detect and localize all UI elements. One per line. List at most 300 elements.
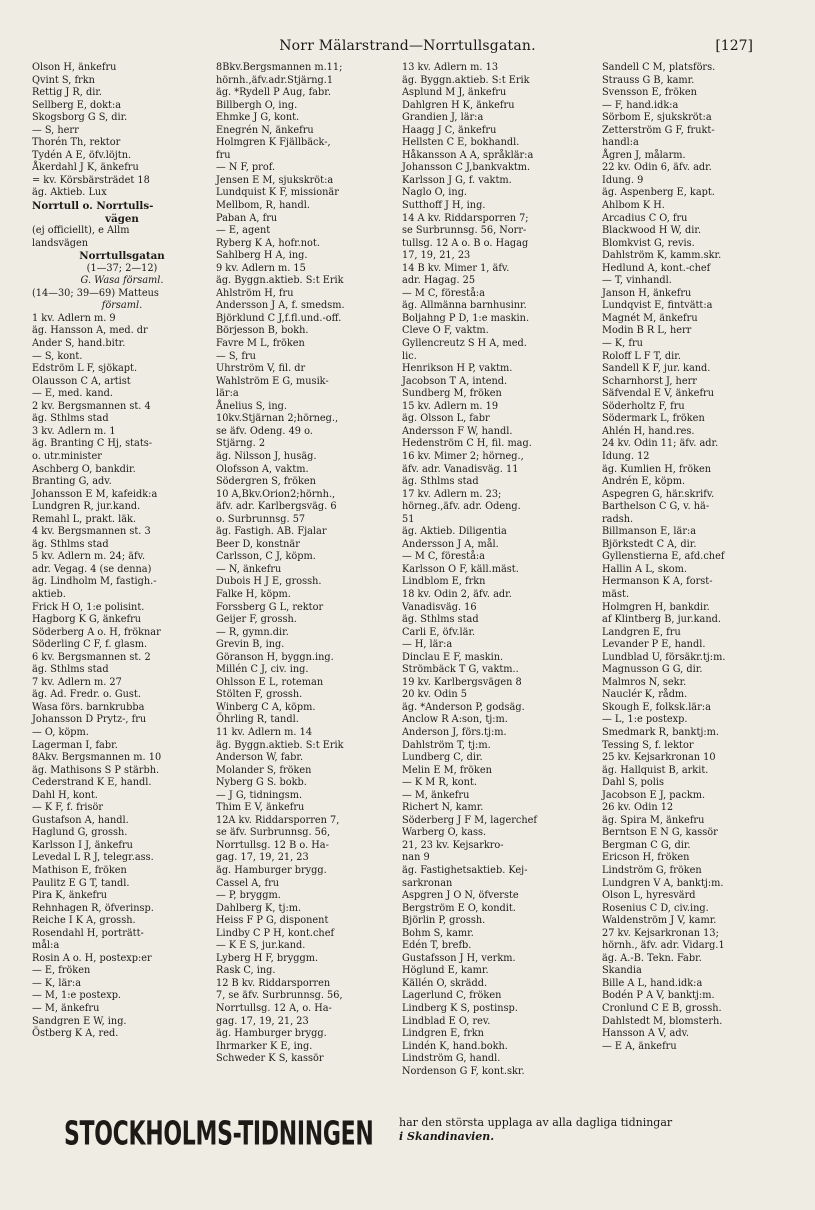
directory-entry: af Klintberg B, jur.kand.	[602, 614, 721, 626]
directory-entry: Holmgren H, bankdir.	[602, 601, 710, 613]
directory-entry: Thim E V, änkefru	[216, 802, 305, 814]
directory-entry: Cassel A, fru	[216, 877, 280, 889]
directory-entry: Dahlberg K, tj:m.	[216, 902, 302, 914]
directory-entry: sarkronan	[402, 877, 453, 889]
directory-entry: Söderling C F, f. glasm.	[32, 639, 148, 651]
directory-entry: Gyllencreutz S H A, med.	[402, 338, 527, 350]
directory-entry: äg. *Rydell P Aug, fabr.	[216, 87, 331, 99]
directory-entry: se äfv. Odeng. 49 o.	[216, 425, 313, 437]
directory-entry: — L, 1:e postexp.	[602, 714, 688, 726]
directory-entry: — O, köpm.	[32, 726, 89, 738]
directory-entry: Björklund C J,f.fl.und.-off.	[216, 312, 342, 324]
directory-entry: Billbergh O, ing.	[216, 99, 298, 111]
directory-entry: — E, med. kand.	[32, 388, 113, 400]
directory-entry: Modin B R L, herr	[602, 325, 692, 337]
directory-entry: Blackwood H W, dir.	[602, 225, 702, 237]
directory-entry: 7, se äfv. Surbrunnsg. 56,	[216, 990, 343, 1002]
directory-entry: Börjesson B, bokh.	[216, 325, 309, 337]
directory-entry: — M, 1:e postexp.	[32, 990, 122, 1002]
directory-entry: äg. Sthlms stad	[402, 476, 479, 488]
directory-entry: Forssberg G L, rektor	[216, 601, 324, 613]
directory-entry: Lindström G, fröken	[602, 865, 702, 876]
directory-entry: 11 kv. Adlern m. 14	[216, 726, 313, 738]
directory-entry: = kv. Körsbärsträdet 18	[32, 174, 150, 186]
directory-entry: — E, agent	[216, 225, 271, 237]
directory-entry: Wasa förs. barnkrubba	[32, 701, 145, 713]
directory-entry: Thorén Th, rektor	[32, 137, 121, 149]
directory-entry: Grevin B, ing.	[216, 639, 285, 651]
directory-entry: 10 A,Bkv.Orion2;hörnh.,	[216, 488, 336, 500]
directory-entry: Tydén A E, öfv.löjtn.	[32, 149, 132, 161]
directory-entry: Norrtull o. Norrtulls-	[32, 200, 154, 213]
directory-entry: 13 kv. Adlern m. 13	[402, 62, 499, 73]
directory-entry: Mathison E, fröken	[32, 865, 127, 876]
directory-entry: Björkstedt C A, dir.	[602, 538, 697, 550]
directory-entry: Wahlström E G, musik-	[216, 375, 329, 387]
directory-entry: Richert N, kamr.	[402, 802, 484, 814]
directory-entry: Säfvendal E V, änkefru	[602, 388, 715, 400]
directory-entry: 14 B kv. Mimer 1, äfv.	[402, 262, 510, 274]
directory-entry: Sandgren E W, ing.	[32, 1015, 127, 1027]
directory-entry: äg. Hamburger brygg.	[216, 865, 327, 876]
directory-entry: 14 A kv. Riddarsporren 7;	[402, 212, 529, 224]
directory-entry: 20 kv. Odin 5	[402, 689, 467, 701]
directory-entry: Åkerdahl J K, änkefru	[32, 162, 139, 174]
directory-entry: Lyberg H F, bryggm.	[216, 952, 319, 964]
directory-entry: Anderson W, fabr.	[216, 752, 304, 764]
directory-entry: Barthelson C G, v. hä-	[602, 501, 710, 513]
directory-entry: äg. Sthlms stad	[32, 413, 109, 425]
directory-entry: Karlsson O F, käll.mäst.	[402, 563, 519, 575]
directory-entry: Lundgren V A, banktj:m.	[602, 877, 724, 889]
column-2	[216, 62, 402, 1068]
page-number: [127]	[715, 38, 753, 54]
directory-entry: — R, gymn.dir.	[216, 626, 289, 638]
directory-entry: 10kv.Stjärnan 2;hörneg.,	[216, 413, 339, 425]
directory-entry: — M C, förestå:a	[402, 551, 485, 563]
directory-entry: äg. Nilsson J, husäg.	[216, 450, 317, 462]
directory-entry: Roloff L F T, dir.	[602, 350, 681, 362]
directory-entry: 19 kv. Karlbergsvägen 8	[402, 676, 522, 688]
directory-entry: Bodén P A V, banktj:m.	[602, 990, 715, 1002]
directory-entry: äg. Byggn.aktieb. S:t Erik	[216, 275, 344, 287]
directory-entry: Janson H, änkefru	[602, 287, 692, 299]
directory-entry: Hansson A V, adv.	[602, 1028, 690, 1040]
directory-entry: Carli E, öfv.lär.	[402, 626, 476, 638]
directory-entry: Ander S, hand.bitr.	[32, 338, 126, 350]
directory-entry: Haglund G, grossh.	[32, 827, 128, 839]
directory-entry: Levander P E, handl.	[602, 639, 706, 651]
directory-entry: 27 kv. Kejsarkronan 13;	[602, 927, 719, 939]
directory-entry: Remahl L, prakt. läk.	[32, 513, 137, 525]
ad-tagline-line2: i Skandinavien.	[399, 1130, 495, 1143]
directory-entry: Magnét M, änkefru	[602, 312, 698, 324]
directory-entry: Blomkvist G, revis.	[602, 237, 695, 249]
directory-entry: Warberg O, kass.	[402, 827, 487, 839]
directory-entry: Nyberg G S. bokb.	[216, 777, 307, 789]
directory-entry: 4 kv. Bergsmannen st. 3	[32, 526, 151, 538]
directory-entry: Haagg J C, änkefru	[402, 124, 497, 136]
directory-entry: Göranson H, byggn.ing.	[216, 651, 334, 663]
directory-entry: Lindblom E, frkn	[402, 576, 486, 588]
directory-entry: äg. Hallquist B, arkit.	[602, 764, 709, 776]
directory-entry: Sahlberg H A, ing.	[216, 250, 308, 262]
directory-entry: vägen	[105, 212, 139, 225]
directory-entry: lär:a	[216, 388, 239, 400]
directory-entry: Smedmark R, banktj:m.	[602, 726, 720, 738]
directory-entry: Molander S, fröken	[216, 764, 312, 776]
directory-entry: Lindgren E, frkn	[402, 1028, 484, 1040]
directory-entry: äg. Sthlms stad	[402, 614, 479, 626]
directory-entry: äg. Aktieb. Diligentia	[402, 526, 507, 538]
directory-entry: Beer D, konstnär	[216, 538, 300, 550]
directory-entry: äfv. adr. Vanadisväg. 11	[402, 463, 519, 475]
directory-entry: — K F, f. frisör	[32, 802, 104, 814]
directory-entry: Cederstrand K E, handl.	[32, 777, 152, 789]
directory-entry: Södermark L, fröken	[602, 413, 705, 425]
directory-entry: (ej officiellt), e Allm	[32, 225, 130, 237]
directory-entry: — H, lär:a	[402, 639, 453, 651]
directory-entry: äg. Olsson L, fabr	[402, 413, 490, 425]
directory-entry: Ånelius S, ing.	[216, 400, 287, 412]
directory-entry: Lundberg C, dir.	[402, 752, 483, 764]
directory-entry: Bohm S, kamr.	[402, 927, 474, 939]
directory-entry: Grandien J, lär:a	[402, 112, 484, 124]
directory-entry: Skandia	[602, 965, 642, 977]
directory-entry: Qvint S, frkn	[32, 74, 95, 86]
directory-entry: Edén T, brefb.	[402, 940, 472, 952]
directory-entry: Paulitz E G T, tandl.	[32, 877, 130, 889]
directory-entry: Hallin A L, skom.	[602, 563, 687, 575]
directory-entry: Mellbom, R, handl.	[216, 200, 310, 212]
directory-entry: hörnh.,äfv.adr.Stjärng.1	[216, 74, 334, 86]
directory-entry: Lindberg K S, postinsp.	[402, 1003, 518, 1015]
directory-entry: Cronlund C E B, grossh.	[602, 1003, 722, 1015]
directory-entry: — K M R, kont.	[402, 777, 477, 789]
directory-entry: Olofsson A, vaktm.	[216, 463, 309, 475]
directory-entry: Söderholtz F, fru	[602, 400, 685, 412]
directory-entry: 16 kv. Mimer 2; hörneg.,	[402, 450, 524, 462]
directory-entry: — M C, förestå:a	[402, 287, 485, 299]
directory-entry: 18 kv. Odin 2, äfv. adr.	[402, 588, 512, 600]
directory-entry: äg. Spira M, änkefru	[602, 814, 705, 826]
directory-entry: Cleve O F, vaktm.	[402, 325, 489, 337]
directory-entry: Anclow R A:son, tj:m.	[402, 714, 508, 726]
directory-entry: Lagerman I, fabr.	[32, 739, 118, 751]
directory-entry: (1—37; 2—12)	[86, 262, 158, 274]
directory-entry: — K E S, jur.kand.	[216, 940, 306, 952]
directory-entry: adr. Hagag. 25	[402, 275, 476, 287]
directory-entry: Jensen E M, sjukskröt:a	[216, 174, 334, 186]
directory-entry: Rosendahl H, porträtt-	[32, 927, 144, 939]
directory-entry: äg. Ad. Fredr. o. Gust.	[32, 689, 141, 701]
directory-entry: Hedenström C H, fil. mag.	[402, 438, 532, 450]
directory-entry: Malmros N, sekr.	[602, 676, 687, 688]
directory-entry: äg. Hansson A, med. dr	[32, 325, 148, 337]
directory-entry: Stjärng. 2	[216, 438, 266, 450]
directory-entry: äg. Fastighetsaktieb. Kej-	[402, 865, 528, 876]
directory-entry: Dubois H J E, grossh.	[216, 576, 322, 588]
directory-entry: 12 B kv. Riddarsporren	[216, 977, 331, 989]
directory-entry: Dinclau E F, maskin.	[402, 651, 504, 663]
directory-entry: Dahlstedt M, blomsterh.	[602, 1015, 723, 1027]
directory-entry: Magnusson G G, dir.	[602, 664, 703, 676]
directory-entry: Höglund E, kamr.	[402, 965, 489, 977]
directory-entry: Ahlström H, fru	[216, 287, 294, 299]
directory-entry: 8Bkv.Bergsmannen m.11;	[216, 62, 343, 73]
directory-entry: äg. Fastigh. AB. Fjalar	[216, 526, 327, 538]
directory-entry: Frick H O, 1:e polisint.	[32, 601, 145, 613]
directory-entry: 9 kv. Adlern m. 15	[216, 262, 306, 274]
directory-entry: Ahlén H, hand.res.	[602, 425, 695, 437]
directory-entry: Sellberg E, dokt:a	[32, 99, 122, 111]
directory-entry: äg. Mathisons S P stärbh.	[32, 764, 160, 776]
directory-entry: Karlsson J G, f. vaktm.	[402, 174, 512, 186]
directory-entry: Holmgren K Fjällbäck-,	[216, 137, 331, 149]
directory-entry: Idung. 12	[602, 450, 650, 462]
directory-entry: — K, lär:a	[32, 977, 82, 989]
directory-entry: Jacobson T A, intend.	[402, 375, 508, 387]
directory-entry: Östberg K A, red.	[32, 1028, 119, 1040]
directory-entry: 3 kv. Adlern m. 1	[32, 425, 116, 437]
directory-entry: — E A, änkefru	[602, 1040, 677, 1052]
directory-entry: Andrén E, köpm.	[602, 476, 686, 488]
directory-entry: (14—30; 39—69) Matteus	[32, 287, 159, 299]
directory-entry: äg. Sthlms stad	[32, 664, 109, 676]
directory-entry: Söderberg A o. H, fröknar	[32, 626, 161, 638]
directory-entry: Paban A, fru	[216, 212, 278, 224]
directory-entry: Dahlström K, kamm.skr.	[602, 250, 722, 262]
directory-entry: Enegrén N, änkefru	[216, 124, 314, 136]
directory-entry: 5 kv. Adlern m. 24; äfv.	[32, 551, 146, 563]
directory-entry: Zetterström G F, frukt-	[602, 124, 715, 136]
directory-entry: G. Wasa församl.	[80, 275, 164, 287]
directory-entry: Lindby C P H, kont.chef	[216, 927, 335, 939]
directory-entry: — N, änkefru	[216, 563, 282, 575]
directory-entry: — J G, tidningsm.	[216, 789, 303, 801]
directory-entry: Dahl S, polis	[602, 777, 665, 789]
directory-entry: — P, bryggm.	[216, 890, 281, 902]
directory-entry: Favre M L, fröken	[216, 338, 305, 350]
directory-entry: Nauclér K, rådm.	[602, 689, 688, 701]
directory-entry: landsvägen	[32, 237, 89, 249]
directory-entry: äg. Sthlms stad	[32, 538, 109, 550]
directory-entry: församl.	[101, 300, 143, 312]
page-title: Norr Mälarstrand—Norrtullsgatan.	[279, 38, 536, 54]
directory-entry: — S, herr	[32, 124, 79, 136]
directory-entry: Aspgren J O N, öfverste	[402, 890, 519, 902]
directory-entry: 15 kv. Adlern m. 19	[402, 400, 499, 412]
directory-entry: tullsg. 12 A o. B o. Hagag	[402, 237, 529, 249]
directory-entry: Falke H, köpm.	[216, 588, 291, 600]
directory-entry: äg. Allmänna barnhusinr.	[402, 300, 527, 312]
directory-entry: Gustafsson J H, verkm.	[402, 952, 516, 964]
directory-entry: Nordenson G F, kont.skr.	[402, 1065, 525, 1077]
directory-entry: Rosin A o. H, postexp:er	[32, 952, 152, 964]
directory-entry: äg. Lindholm M, fastigh.-	[32, 576, 157, 588]
directory-entry: Heiss F P G, disponent	[216, 915, 329, 927]
directory-entry: Lindén K, hand.bokh.	[402, 1040, 508, 1052]
directory-entry: 8Akv. Bergsmannen m. 10	[32, 752, 162, 764]
directory-entry: Hellsten C E, bokhandl.	[402, 137, 520, 149]
directory-entry: — K, fru	[602, 338, 643, 350]
directory-entry: Johansson C J,bankvaktm.	[402, 162, 531, 174]
directory-entry: Öhrling R, tandl.	[216, 714, 299, 726]
directory-entry: Norrtullsgatan	[79, 250, 165, 263]
directory-entry: Norrtullsg. 12 B o. Ha-	[216, 839, 329, 851]
directory-entry: 1 kv. Adlern m. 9	[32, 312, 116, 324]
directory-entry: — N F, prof.	[216, 162, 276, 174]
directory-entry: Johansson D Prytz-, fru	[32, 714, 147, 726]
directory-entry: Aspegren G, här.skrifv.	[602, 488, 715, 500]
directory-entry: Andersson F W, handl.	[402, 425, 513, 437]
directory-entry: Ohlsson E L, roteman	[216, 676, 324, 688]
directory-entry: Svensson E, fröken	[602, 87, 697, 99]
directory-entry: Bille A L, hand.idk:a	[602, 977, 703, 989]
directory-entry: Henrikson H P, vaktm.	[402, 363, 513, 375]
directory-entry: Gyllenstierna E, afd.chef	[602, 551, 725, 563]
directory-entry: Strauss G B, kamr.	[602, 74, 695, 86]
directory-entry: Waldenström J V, kamr.	[602, 915, 717, 927]
directory-entry: 22 kv. Odin 6, äfv. adr.	[602, 162, 712, 174]
directory-entry: Lundquist K F, missionär	[216, 187, 339, 199]
footer-advertisement	[64, 1112, 764, 1158]
directory-entry: äg. A.-B. Tekn. Fabr.	[602, 952, 702, 964]
ad-newspaper-name: STOCKHOLMS-TIDNINGEN	[64, 1116, 374, 1154]
directory-entry: Sutthoff J H, ing.	[402, 200, 486, 212]
directory-entry: Olausson C A, artist	[32, 375, 131, 387]
directory-entry: aktieb.	[32, 588, 66, 600]
directory-entry: Håkansson A A, språklär:a	[402, 149, 534, 161]
directory-entry: Lundqvist E, fintvätt:a	[602, 300, 713, 312]
directory-entry: Sörbom E, sjukskröt:a	[602, 112, 712, 124]
directory-entry: Anderson J, förs.tj:m.	[402, 726, 507, 738]
directory-entry: äg. Aktieb. Lux	[32, 187, 107, 199]
directory-entry: lic.	[402, 350, 417, 362]
directory-entry: Lundgren R, jur.kand.	[32, 501, 141, 513]
directory-entry: Norrtullsg. 12 A, o. Ha-	[216, 1003, 332, 1015]
directory-entry: Stölten F, grossh.	[216, 689, 303, 701]
directory-entry: Olson L, hyresvärd	[602, 890, 696, 902]
directory-entry: Johansson E M, kafeidk:a	[32, 488, 158, 500]
directory-entry: nan 9	[402, 852, 430, 864]
directory-entry: Boljahng P D, 1:e maskin.	[402, 312, 530, 324]
directory-entry: gag. 17, 19, 21, 23	[216, 1015, 309, 1027]
directory-entry: Gustafson A, handl.	[32, 814, 129, 826]
directory-entry: Björlin P, grossh.	[402, 915, 486, 927]
directory-entry: äg. Aspenberg E, kapt.	[602, 187, 715, 199]
directory-entry: o. utr.minister	[32, 450, 102, 462]
directory-entry: Arcadius C O, fru	[602, 212, 688, 224]
directory-entry: Landgren E, fru	[602, 626, 681, 638]
directory-entry: Ericson H, fröken	[602, 852, 690, 864]
directory-entry: Uhrström V, fil. dr	[216, 363, 306, 375]
directory-entry: Edström L F, sjökapt.	[32, 363, 138, 375]
directory-entry: Winberg C A, köpm.	[216, 701, 316, 713]
directory-entry: Sandell C M, platsförs.	[602, 62, 716, 73]
directory-entry: Lundblad U, försäkr.tj:m.	[602, 651, 726, 663]
directory-entry: Berntson E N G, kassör	[602, 827, 718, 839]
directory-entry: äg. Byggn.aktieb. S:t Erik	[216, 739, 344, 751]
directory-entry: Hagborg K G, änkefru	[32, 614, 142, 626]
directory-entry: Geijer F, grossh.	[216, 614, 297, 626]
directory-entry: o. Surbrunnsg. 57	[216, 513, 306, 525]
directory-entry: 2 kv. Bergsmannen st. 4	[32, 400, 151, 412]
directory-entry: Idung. 9	[602, 174, 644, 186]
directory-entry: — M, änkefru	[32, 1003, 100, 1015]
directory-entry: äg. Branting C Hj, stats-	[32, 438, 153, 450]
directory-entry: Hedlund A, kont.-chef	[602, 262, 711, 274]
directory-entry: Ehmke J G, kont.	[216, 112, 300, 124]
directory-entry: Rehnhagen R, öfverinsp.	[32, 902, 154, 914]
directory-entry: äg. Byggn.aktieb. S:t Erik	[402, 74, 530, 86]
directory-entry: 26 kv. Odin 12	[602, 802, 674, 814]
directory-entry: 21, 23 kv. Kejsarkro-	[402, 839, 504, 851]
directory-entry: Levedal L R J, telegr.ass.	[32, 852, 154, 864]
directory-entry: 17, 19, 21, 23	[402, 250, 471, 262]
directory-entry: Dahl H, kont.	[32, 789, 98, 801]
directory-entry: Rettig J R, dir.	[32, 87, 103, 99]
directory-entry: Aschberg O, bankdir.	[32, 463, 136, 475]
directory-entry: Hermanson K A, forst-	[602, 576, 713, 588]
column-4	[602, 62, 780, 1068]
directory-entry: Naglo O, ing.	[402, 187, 468, 199]
directory-entry: Källén O, skrädd.	[402, 977, 488, 989]
directory-entry: Karlsson I J, änkefru	[32, 839, 133, 851]
directory-entry: Melin E M, fröken	[402, 764, 492, 776]
directory-entry: Rask C, ing.	[216, 965, 276, 977]
directory-entry: se äfv. Surbrunnsg. 56,	[216, 827, 331, 839]
directory-entry: — S, fru	[216, 350, 256, 362]
page-header	[0, 38, 815, 58]
directory-entry: Vanadisväg. 16	[402, 601, 477, 613]
directory-entry: äg. *Anderson P, godsäg.	[402, 701, 525, 713]
directory-entry: Ågren J, målarm.	[602, 149, 686, 161]
directory-entry: — E, fröken	[32, 965, 91, 977]
directory-entry: 25 kv. Kejsarkronan 10	[602, 752, 716, 764]
directory-entry: 7 kv. Adlern m. 27	[32, 676, 122, 688]
directory-entry: Andersson J A, mål.	[402, 538, 499, 550]
directory-entry: Lindström G, handl.	[402, 1053, 501, 1065]
directory-entry: Söderberg J F M, lagerchef	[402, 814, 538, 826]
directory-entry: — F, hand.idk:a	[602, 99, 679, 111]
directory-entry: Millén C J, civ. ing.	[216, 664, 309, 676]
directory-entry: Reiche I K A, grossh.	[32, 915, 136, 927]
directory-entry: Carlsson, C J, köpm.	[216, 551, 316, 563]
directory-entry: Ryberg K A, hofr.not.	[216, 237, 320, 249]
directory-entry: fru	[216, 149, 231, 161]
directory-entry: Asplund M J, änkefru	[402, 87, 507, 99]
ad-tagline-line1: har den största upplaga av alla dagliga tidningar	[399, 1116, 673, 1129]
directory-entry: Lindblad E O, rev.	[402, 1015, 491, 1027]
directory-entry: Billmanson E, lär:a	[602, 526, 697, 538]
directory-columns	[32, 62, 780, 1077]
directory-entry: 51	[402, 513, 415, 525]
directory-entry: Dahlström T, tj:m.	[402, 739, 491, 751]
directory-entry: Södergren S, fröken	[216, 476, 316, 488]
directory-entry: äg. Hamburger brygg.	[216, 1028, 327, 1040]
directory-entry: Bergman C G, dir.	[602, 839, 691, 851]
directory-entry: Dahlgren H K, änkefru	[402, 99, 515, 111]
directory-entry: 24 kv. Odin 11; äfv. adr.	[602, 438, 719, 450]
directory-entry: se Surbrunnsg. 56, Norr-	[402, 225, 527, 237]
directory-entry: hörneg.,äfv. adr. Odeng.	[402, 501, 521, 513]
directory-entry: mål:a	[32, 940, 60, 952]
directory-entry: Strömbäck T G, vaktm..	[402, 664, 519, 676]
directory-entry: äfv. adr. Karlbergsväg. 6	[216, 501, 337, 513]
column-3	[402, 62, 602, 1077]
directory-entry: gag. 17, 19, 21, 23	[216, 852, 309, 864]
